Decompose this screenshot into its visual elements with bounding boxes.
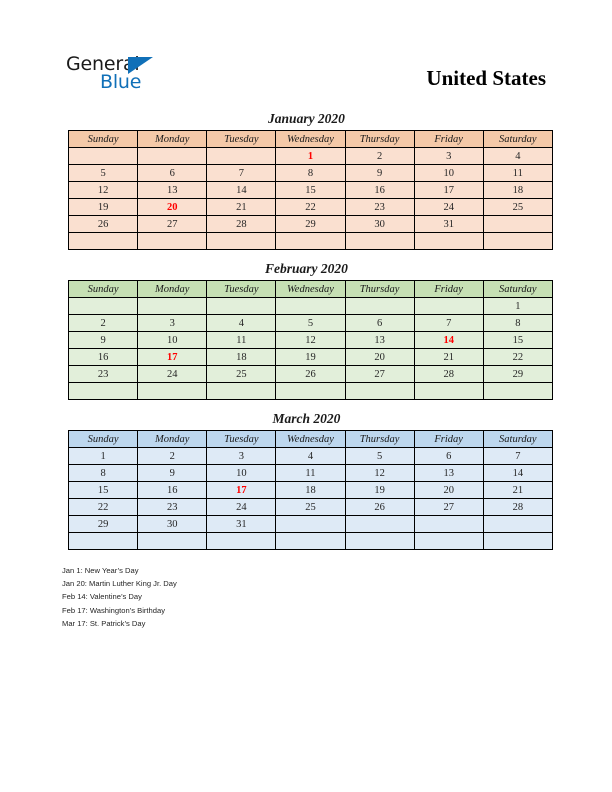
calendar-day-cell[interactable]: 30 bbox=[345, 216, 414, 233]
calendar-day-cell[interactable]: 22 bbox=[69, 499, 138, 516]
calendar-day-cell[interactable]: 21 bbox=[483, 482, 552, 499]
calendar-head bbox=[69, 431, 553, 448]
calendar-empty-cell bbox=[483, 516, 552, 533]
calendar-week-row bbox=[69, 349, 553, 366]
calendar-week-row bbox=[69, 482, 553, 499]
calendar-empty-cell bbox=[414, 298, 483, 315]
weekday-header-tuesday: Tuesday bbox=[207, 281, 276, 298]
calendar-day-cell[interactable]: 2 bbox=[345, 148, 414, 165]
calendar-week-row bbox=[69, 465, 553, 482]
calendar-day-cell[interactable]: 12 bbox=[69, 182, 138, 199]
calendar-day-cell[interactable]: 1 bbox=[483, 298, 552, 315]
weekday-header-wednesday: Wednesday bbox=[276, 281, 345, 298]
calendar-day-cell[interactable]: 21 bbox=[414, 349, 483, 366]
calendar-body bbox=[69, 448, 553, 550]
weekday-header-monday: Monday bbox=[138, 281, 207, 298]
calendar-day-cell[interactable]: 31 bbox=[207, 516, 276, 533]
calendar-empty-cell bbox=[276, 533, 345, 550]
calendar-empty-cell bbox=[276, 383, 345, 400]
weekday-header-row bbox=[69, 431, 553, 448]
calendar-day-cell[interactable]: 20 bbox=[414, 482, 483, 499]
weekday-header-thursday: Thursday bbox=[345, 281, 414, 298]
calendar-week-row bbox=[69, 383, 553, 400]
calendar-day-cell[interactable]: 19 bbox=[345, 482, 414, 499]
calendar-empty-cell bbox=[207, 148, 276, 165]
calendar-day-cell[interactable]: 10 bbox=[207, 465, 276, 482]
calendar-head bbox=[69, 131, 553, 148]
calendar-empty-cell bbox=[483, 233, 552, 250]
weekday-header-row bbox=[69, 281, 553, 298]
calendar-day-cell[interactable]: 11 bbox=[276, 465, 345, 482]
calendar-day-cell[interactable]: 3 bbox=[138, 315, 207, 332]
calendar-day-cell[interactable]: 8 bbox=[69, 465, 138, 482]
calendar-day-cell[interactable]: 10 bbox=[414, 165, 483, 182]
calendar-week-row bbox=[69, 315, 553, 332]
calendar-day-cell[interactable]: 7 bbox=[483, 448, 552, 465]
calendar-day-cell[interactable]: 8 bbox=[483, 315, 552, 332]
weekday-header-wednesday: Wednesday bbox=[276, 131, 345, 148]
calendar-day-cell[interactable]: 4 bbox=[276, 448, 345, 465]
calendar-day-cell[interactable]: 6 bbox=[345, 315, 414, 332]
calendar-day-cell[interactable]: 1 bbox=[69, 448, 138, 465]
weekday-header-monday: Monday bbox=[138, 431, 207, 448]
weekday-header-tuesday: Tuesday bbox=[207, 131, 276, 148]
calendar-empty-cell bbox=[345, 298, 414, 315]
calendar-week-row bbox=[69, 516, 553, 533]
calendar-day-cell[interactable]: 14 bbox=[414, 332, 483, 349]
calendar-day-cell[interactable]: 7 bbox=[414, 315, 483, 332]
calendar-table-january bbox=[68, 130, 553, 250]
weekday-header-saturday: Saturday bbox=[483, 431, 552, 448]
weekday-header-row bbox=[69, 131, 553, 148]
calendar-day-cell[interactable]: 13 bbox=[414, 465, 483, 482]
weekday-header-thursday: Thursday bbox=[345, 431, 414, 448]
calendar-week-row bbox=[69, 233, 553, 250]
calendar-day-cell[interactable]: 27 bbox=[414, 499, 483, 516]
calendar-empty-cell bbox=[483, 216, 552, 233]
weekday-header-sunday: Sunday bbox=[69, 431, 138, 448]
calendar-week-row bbox=[69, 298, 553, 315]
calendar-table-february bbox=[68, 280, 553, 400]
calendar-day-cell[interactable]: 4 bbox=[483, 148, 552, 165]
calendar-day-cell[interactable]: 26 bbox=[69, 216, 138, 233]
month-block-march bbox=[68, 410, 545, 550]
calendar-week-row bbox=[69, 533, 553, 550]
page-header bbox=[0, 0, 612, 108]
calendar-empty-cell bbox=[69, 233, 138, 250]
logo-word-blue: Blue bbox=[100, 71, 142, 93]
calendar-day-cell[interactable]: 25 bbox=[207, 366, 276, 383]
calendar-day-cell[interactable]: 22 bbox=[483, 349, 552, 366]
calendar-day-cell[interactable]: 29 bbox=[483, 366, 552, 383]
calendar-empty-cell bbox=[207, 298, 276, 315]
calendar-day-cell[interactable]: 2 bbox=[138, 448, 207, 465]
calendar-day-cell[interactable]: 19 bbox=[276, 349, 345, 366]
weekday-header-thursday: Thursday bbox=[345, 131, 414, 148]
calendar-body bbox=[69, 298, 553, 400]
calendar-week-row bbox=[69, 148, 553, 165]
calendar-empty-cell bbox=[276, 233, 345, 250]
calendar-empty-cell bbox=[345, 233, 414, 250]
calendar-day-cell[interactable]: 20 bbox=[345, 349, 414, 366]
calendar-week-row bbox=[69, 216, 553, 233]
calendar-day-cell[interactable]: 27 bbox=[345, 366, 414, 383]
calendar-week-row bbox=[69, 199, 553, 216]
weekday-header-saturday: Saturday bbox=[483, 281, 552, 298]
calendar-day-cell[interactable]: 29 bbox=[69, 516, 138, 533]
calendar-day-cell[interactable]: 23 bbox=[69, 366, 138, 383]
calendar-day-cell[interactable]: 2 bbox=[69, 315, 138, 332]
calendar-week-row bbox=[69, 165, 553, 182]
weekday-header-friday: Friday bbox=[414, 281, 483, 298]
calendar-day-cell[interactable]: 15 bbox=[276, 182, 345, 199]
calendar-empty-cell bbox=[69, 533, 138, 550]
calendar-empty-cell bbox=[207, 383, 276, 400]
calendar-day-cell[interactable]: 18 bbox=[207, 349, 276, 366]
month-title: March 2020 bbox=[272, 411, 341, 426]
calendar-day-cell[interactable]: 11 bbox=[483, 165, 552, 182]
calendar-head bbox=[69, 281, 553, 298]
calendar-day-cell[interactable]: 30 bbox=[138, 516, 207, 533]
calendar-empty-cell bbox=[276, 298, 345, 315]
calendar-day-cell[interactable]: 17 bbox=[414, 182, 483, 199]
calendar-day-cell[interactable]: 3 bbox=[207, 448, 276, 465]
calendar-day-cell[interactable]: 26 bbox=[345, 499, 414, 516]
calendar-day-cell[interactable]: 18 bbox=[483, 182, 552, 199]
calendar-day-cell[interactable]: 9 bbox=[69, 332, 138, 349]
calendar-day-cell[interactable]: 16 bbox=[345, 182, 414, 199]
calendar-empty-cell bbox=[414, 233, 483, 250]
calendar-day-cell[interactable]: 11 bbox=[207, 332, 276, 349]
calendar-empty-cell bbox=[138, 233, 207, 250]
calendar-day-cell[interactable]: 14 bbox=[483, 465, 552, 482]
calendar-day-cell[interactable]: 1 bbox=[276, 148, 345, 165]
calendar-empty-cell bbox=[345, 516, 414, 533]
calendar-day-cell[interactable]: 9 bbox=[345, 165, 414, 182]
calendar-day-cell[interactable]: 23 bbox=[345, 199, 414, 216]
calendar-week-row bbox=[69, 448, 553, 465]
calendar-day-cell[interactable]: 15 bbox=[69, 482, 138, 499]
page-title: United States bbox=[426, 66, 546, 90]
calendar-day-cell[interactable]: 13 bbox=[345, 332, 414, 349]
holiday-legend-item: Feb 14: Valentine’s Day bbox=[62, 592, 142, 602]
calendar-day-cell[interactable]: 14 bbox=[207, 182, 276, 199]
calendar-empty-cell bbox=[345, 383, 414, 400]
calendar-day-cell[interactable]: 12 bbox=[276, 332, 345, 349]
weekday-header-sunday: Sunday bbox=[69, 281, 138, 298]
calendar-day-cell[interactable]: 3 bbox=[414, 148, 483, 165]
calendar-week-row bbox=[69, 332, 553, 349]
calendar-day-cell[interactable]: 24 bbox=[414, 199, 483, 216]
weekday-header-wednesday: Wednesday bbox=[276, 431, 345, 448]
weekday-header-friday: Friday bbox=[414, 431, 483, 448]
holiday-legend-item: Jan 20: Martin Luther King Jr. Day bbox=[62, 579, 177, 589]
holiday-legend bbox=[62, 564, 462, 630]
calendar-day-cell[interactable]: 22 bbox=[276, 199, 345, 216]
weekday-header-saturday: Saturday bbox=[483, 131, 552, 148]
calendar-empty-cell bbox=[414, 533, 483, 550]
calendar-day-cell[interactable]: 4 bbox=[207, 315, 276, 332]
calendar-empty-cell bbox=[138, 533, 207, 550]
calendar-empty-cell bbox=[483, 533, 552, 550]
calendar-day-cell[interactable]: 15 bbox=[483, 332, 552, 349]
weekday-header-tuesday: Tuesday bbox=[207, 431, 276, 448]
logo-word-general: General bbox=[66, 53, 140, 75]
calendar-day-cell[interactable]: 20 bbox=[138, 199, 207, 216]
calendar-day-cell[interactable]: 19 bbox=[69, 199, 138, 216]
calendar-empty-cell bbox=[207, 233, 276, 250]
calendar-day-cell[interactable]: 17 bbox=[207, 482, 276, 499]
calendar-week-row bbox=[69, 182, 553, 199]
calendar-day-cell[interactable]: 25 bbox=[276, 499, 345, 516]
calendar-body bbox=[69, 148, 553, 250]
calendar-day-cell[interactable]: 31 bbox=[414, 216, 483, 233]
calendar-day-cell[interactable]: 7 bbox=[207, 165, 276, 182]
calendar-day-cell[interactable]: 28 bbox=[207, 216, 276, 233]
calendar-empty-cell bbox=[483, 383, 552, 400]
calendar-empty-cell bbox=[69, 148, 138, 165]
weekday-header-monday: Monday bbox=[138, 131, 207, 148]
calendar-empty-cell bbox=[69, 383, 138, 400]
calendar-day-cell[interactable]: 24 bbox=[207, 499, 276, 516]
calendar-day-cell[interactable]: 6 bbox=[138, 165, 207, 182]
calendar-day-cell[interactable]: 6 bbox=[414, 448, 483, 465]
month-block-january bbox=[68, 110, 545, 250]
calendar-day-cell[interactable]: 18 bbox=[276, 482, 345, 499]
calendar-week-row bbox=[69, 499, 553, 516]
calendar-week-row bbox=[69, 366, 553, 383]
calendar-day-cell[interactable]: 23 bbox=[138, 499, 207, 516]
calendar-empty-cell bbox=[276, 516, 345, 533]
calendar-day-cell[interactable]: 12 bbox=[345, 465, 414, 482]
calendar-day-cell[interactable]: 16 bbox=[69, 349, 138, 366]
general-blue-logo[interactable] bbox=[66, 54, 186, 100]
calendar-empty-cell bbox=[138, 298, 207, 315]
calendar-day-cell[interactable]: 29 bbox=[276, 216, 345, 233]
calendar-day-cell[interactable]: 8 bbox=[276, 165, 345, 182]
calendar-day-cell[interactable]: 5 bbox=[276, 315, 345, 332]
calendar-day-cell[interactable]: 9 bbox=[138, 465, 207, 482]
calendar-day-cell[interactable]: 10 bbox=[138, 332, 207, 349]
calendar-empty-cell bbox=[414, 516, 483, 533]
calendar-day-cell[interactable]: 28 bbox=[414, 366, 483, 383]
calendar-empty-cell bbox=[138, 148, 207, 165]
calendar-day-cell[interactable]: 16 bbox=[138, 482, 207, 499]
holiday-legend-item: Feb 17: Washington’s Birthday bbox=[62, 605, 165, 615]
calendar-day-cell[interactable]: 5 bbox=[69, 165, 138, 182]
calendar-day-cell[interactable]: 25 bbox=[483, 199, 552, 216]
calendar-day-cell[interactable]: 27 bbox=[138, 216, 207, 233]
holiday-legend-item: Mar 17: St. Patrick’s Day bbox=[62, 618, 146, 628]
calendar-day-cell[interactable]: 24 bbox=[138, 366, 207, 383]
calendar-day-cell[interactable]: 28 bbox=[483, 499, 552, 516]
calendar-empty-cell bbox=[138, 383, 207, 400]
month-block-february bbox=[68, 260, 545, 400]
weekday-header-sunday: Sunday bbox=[69, 131, 138, 148]
month-title: February 2020 bbox=[265, 261, 348, 276]
month-title: January 2020 bbox=[268, 111, 345, 126]
holiday-legend-item: Jan 1: New Year’s Day bbox=[62, 566, 139, 575]
calendar-day-cell[interactable]: 5 bbox=[345, 448, 414, 465]
calendar-empty-cell bbox=[207, 533, 276, 550]
calendar-day-cell[interactable]: 17 bbox=[138, 349, 207, 366]
weekday-header-friday: Friday bbox=[414, 131, 483, 148]
calendar-empty-cell bbox=[345, 533, 414, 550]
calendar-empty-cell bbox=[414, 383, 483, 400]
calendar-day-cell[interactable]: 21 bbox=[207, 199, 276, 216]
calendar-day-cell[interactable]: 26 bbox=[276, 366, 345, 383]
calendar-table-march bbox=[68, 430, 553, 550]
calendar-day-cell[interactable]: 13 bbox=[138, 182, 207, 199]
calendar-empty-cell bbox=[69, 298, 138, 315]
